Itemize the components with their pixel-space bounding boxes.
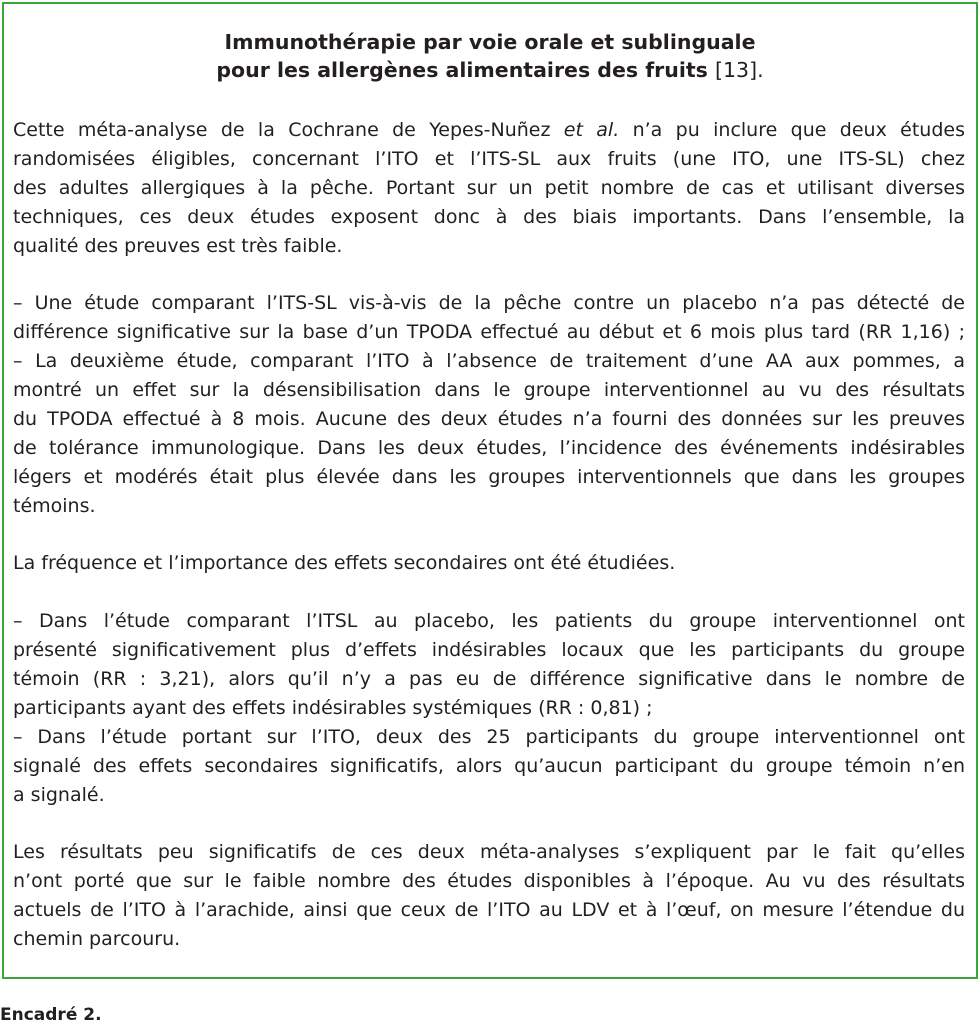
paragraph-studies	[13, 289, 965, 521]
text-line: des adultes allergiques à la pêche. Portant sur un petit nombre de cas et utilisant diverses	[13, 177, 965, 199]
text-line: a signalé.	[13, 784, 105, 806]
text-line: signalé des effets secondaires significatifs, alors qu’aucun participant du groupe témoin n’en	[13, 755, 965, 777]
text-line: La fréquence et l’importance des effets secondaires ont été étudiées.	[13, 552, 676, 574]
text-line: témoins.	[13, 495, 96, 517]
text-line: témoin (RR : 3,21), alors qu’il n’y a pas eu de différence significative dans le nombre de	[13, 668, 965, 690]
text-line: Cette méta-analyse de la Cochrane de Yepes-Nuñez et al. n’a pu inclure que deux études	[13, 119, 965, 141]
text-line: montré un effet sur la désensibilisation dans le groupe interventionnel au vu des résultats	[13, 379, 965, 401]
text-line: – Une étude comparant l’ITS-SL vis-à-vis de la pêche contre un placebo n’a pas détecté de	[13, 292, 965, 314]
text-line: qualité des preuves est très faible.	[13, 235, 343, 257]
box-caption: Encadré 2.	[0, 1005, 102, 1025]
paragraph-side-effects	[13, 607, 965, 810]
text-line: n’ont porté que sur le faible nombre des études disponibles à l’époque. Au vu des résultats	[13, 870, 965, 892]
text-line: du TPODA effectué à 8 mois. Aucune des deux études n’a fourni des données sur les preuves	[13, 408, 965, 430]
paragraph-intro	[13, 116, 965, 261]
text-line: randomisées éligibles, concernant l’ITO et l’ITS-SL aux fruits (une ITO, une ITS-SL) chez	[13, 148, 965, 170]
text-line: chemin parcouru.	[13, 928, 181, 950]
title-line-1: Immunothérapie par voie orale et sublinguale	[224, 30, 756, 54]
text-line: légers et modérés était plus élevée dans les groupes interventionnels que dans les groupes	[13, 466, 965, 488]
text-line: présenté significativement plus d’effets indésirables locaux que les participants du groupe	[13, 639, 965, 661]
title-line-2-text: pour les allergènes alimentaires des fruits	[216, 58, 708, 82]
title-line-2	[0, 56, 980, 84]
text-line: participants ayant des effets indésirables systémiques (RR : 0,81) ;	[13, 697, 653, 719]
text-line: – Dans l’étude comparant l’ITSL au placebo, les patients du groupe interventionnel ont	[13, 610, 965, 632]
text-line: actuels de l’ITO à l’arachide, ainsi que ceux de l’ITO au LDV et à l’œuf, on mesure l’étendue du	[13, 899, 965, 921]
paragraph-conclusion	[13, 838, 965, 954]
title-reference: [13].	[715, 58, 764, 82]
et-al-italic: et al.	[563, 119, 620, 141]
box-title	[0, 28, 980, 84]
text-line: techniques, ces deux études exposent donc à des biais importants. Dans l’ensemble, la	[13, 206, 965, 228]
text-line: – La deuxième étude, comparant l’ITO à l’absence de traitement d’une AA aux pommes, a	[13, 350, 965, 372]
text-line: différence significative sur la base d’un TPODA effectué au début et 6 mois plus tard (RR 1,16) ;	[13, 321, 965, 343]
paragraph-side-effects-intro	[13, 549, 965, 578]
text-line: de tolérance immunologique. Dans les deux études, l’incidence des événements indésirables	[13, 437, 965, 459]
text-line: – Dans l’étude portant sur l’ITO, deux des 25 participants du groupe interventionnel ont	[13, 726, 965, 748]
text-line: Les résultats peu significatifs de ces deux méta-analyses s’expliquent par le fait qu’elles	[13, 841, 965, 863]
